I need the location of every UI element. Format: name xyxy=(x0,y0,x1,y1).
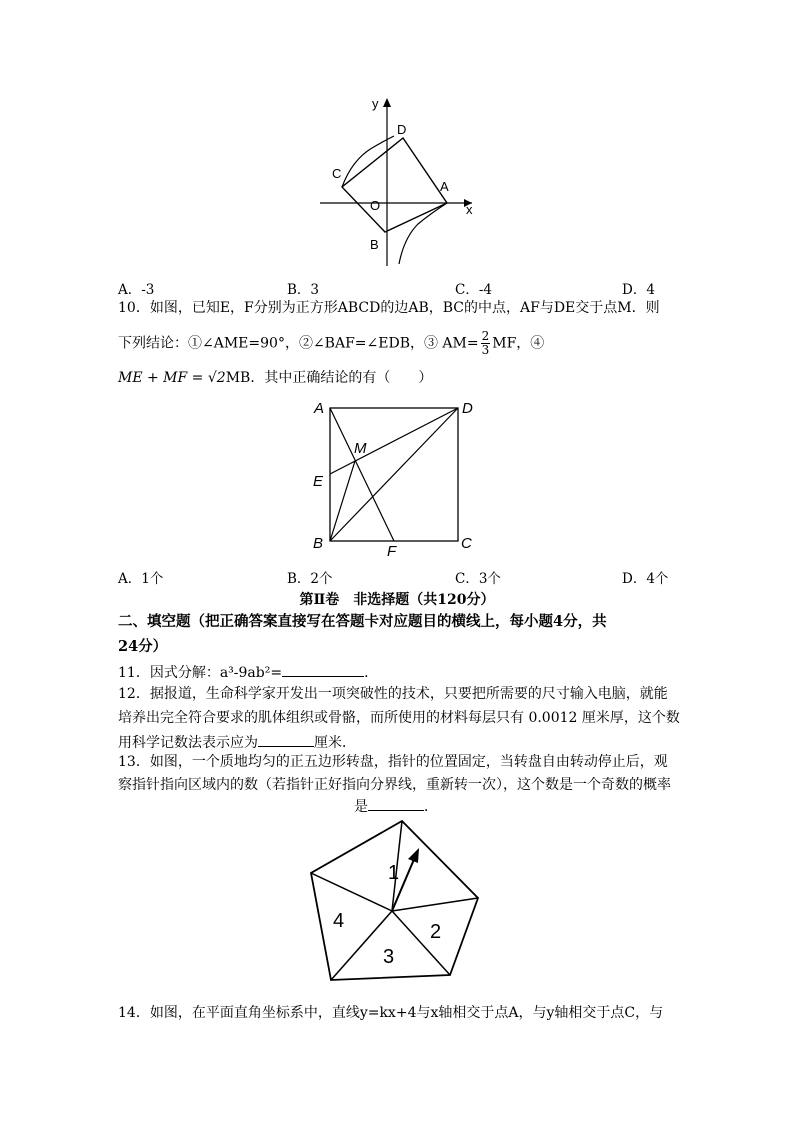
square-abcd xyxy=(342,138,447,232)
q13-line1: 13．如图，一个质地均匀的正五边形转盘，指针的位置固定，当转盘自由转动停止后，观 xyxy=(118,754,668,770)
region-1: 1 xyxy=(388,862,400,884)
q10-line1: 10．如图，已知E，F分别为正方形ABCD的边AB，BC的中点，AF与DE交于点M．则 xyxy=(118,300,660,316)
region-3: 3 xyxy=(383,946,395,968)
label-a: A xyxy=(314,400,325,417)
q9-option-a: A．-3 xyxy=(118,282,155,298)
q10-line3-sqrt: √2 xyxy=(207,370,226,386)
label-e: E xyxy=(313,473,324,490)
label-d: D xyxy=(462,400,473,417)
region-2: 2 xyxy=(430,921,442,943)
label-x: x xyxy=(466,202,473,217)
q12-line3-post: 厘米． xyxy=(314,735,356,751)
q10-line2 xyxy=(118,330,544,357)
figure-square-abcd xyxy=(308,396,483,558)
pentagon-outline xyxy=(311,821,478,980)
q10-frac-den: 3 xyxy=(481,343,490,357)
label-c: C xyxy=(332,166,342,181)
q10-line3-post: MB．其中正确结论的有（ ） xyxy=(225,370,433,386)
q13-line3-post: ． xyxy=(424,799,438,815)
label-c: C xyxy=(461,535,472,552)
q10-line2-pre: 下列结论：①∠AME=90°，②∠BAF=∠EDB，③ AM= xyxy=(118,335,479,352)
label-b: B xyxy=(313,535,324,552)
q13-line2: 察指针指向区域内的数（若指针正好指向分界线，重新转一次），这个数是一个奇数的概率 xyxy=(118,777,671,793)
section-title: 第Ⅱ卷 非选择题（共120分） xyxy=(299,592,495,608)
q12-answer-blank xyxy=(258,732,314,747)
label-a: A xyxy=(440,179,449,194)
q10-option-d: D．4个 xyxy=(622,571,669,587)
y-axis-arrow xyxy=(383,98,391,107)
q13-answer-blank xyxy=(368,796,424,811)
label-o: O xyxy=(370,198,381,213)
q12-line3 xyxy=(118,732,356,753)
q14-line1: 14．如图，在平面直角坐标系中，直线y=kx+4与x轴相交于点A，与y轴相交于点C，与 xyxy=(118,1005,664,1021)
hyperbola-branch-top-left xyxy=(342,136,394,187)
q10-line3-pre: ME + MF = xyxy=(118,370,208,386)
q10-option-c: C．3个 xyxy=(455,571,501,587)
region-4: 4 xyxy=(333,910,345,932)
pointer-arrowhead xyxy=(408,848,419,863)
q11-post: ． xyxy=(364,665,379,681)
divider-3 xyxy=(392,911,450,975)
q13-line3 xyxy=(354,796,438,817)
q10-fraction xyxy=(481,330,491,357)
q11-answer-blank xyxy=(282,662,364,677)
q10-line3 xyxy=(118,368,432,388)
label-b: B xyxy=(370,237,379,252)
divider-5 xyxy=(311,873,392,911)
label-y: y xyxy=(372,96,379,111)
q11 xyxy=(118,662,378,683)
q10-option-b: B．2个 xyxy=(287,571,333,587)
q12-line1: 12．据报道，生命科学家开发出一项突破性的技术，只要把所需要的尺寸输入电脑，就能 xyxy=(118,686,668,702)
q12-line2: 培养出完全符合要求的肌体组织或骨骼，而所使用的材料每层只有 0.0012 厘米厚，这个数 xyxy=(118,710,680,726)
label-m: M xyxy=(354,440,367,457)
q9-option-d: D．4 xyxy=(622,282,655,298)
q9-option-c: C．-4 xyxy=(455,282,492,298)
section-heading-line2: 24分） xyxy=(118,638,168,655)
segment-ed xyxy=(330,408,458,474)
q13-line3-pre: 是 xyxy=(354,799,368,815)
label-d: D xyxy=(397,122,407,137)
segment-bd xyxy=(330,408,458,541)
segment-bm xyxy=(330,461,355,541)
figure-pentagon-spinner xyxy=(300,815,490,990)
q10-line2-post: MF，④ xyxy=(492,335,545,352)
segment-af xyxy=(330,408,394,541)
q10-option-a: A．1个 xyxy=(118,571,164,587)
q10-frac-num: 2 xyxy=(481,329,490,343)
section-heading-line1: 二、填空题（把正确答案直接写在答题卡对应题目的横线上，每小题4分，共 xyxy=(118,613,607,630)
q9-option-b: B．3 xyxy=(287,282,320,298)
divider-2 xyxy=(392,898,478,911)
q11-pre: 11．因式分解：a³-9ab²= xyxy=(118,665,283,681)
hyperbola-branch-bottom-right xyxy=(399,203,447,264)
figure-coordinate-square xyxy=(300,90,490,270)
q12-line3-pre: 用科学记数法表示应为 xyxy=(118,735,258,751)
label-f: F xyxy=(387,543,397,558)
